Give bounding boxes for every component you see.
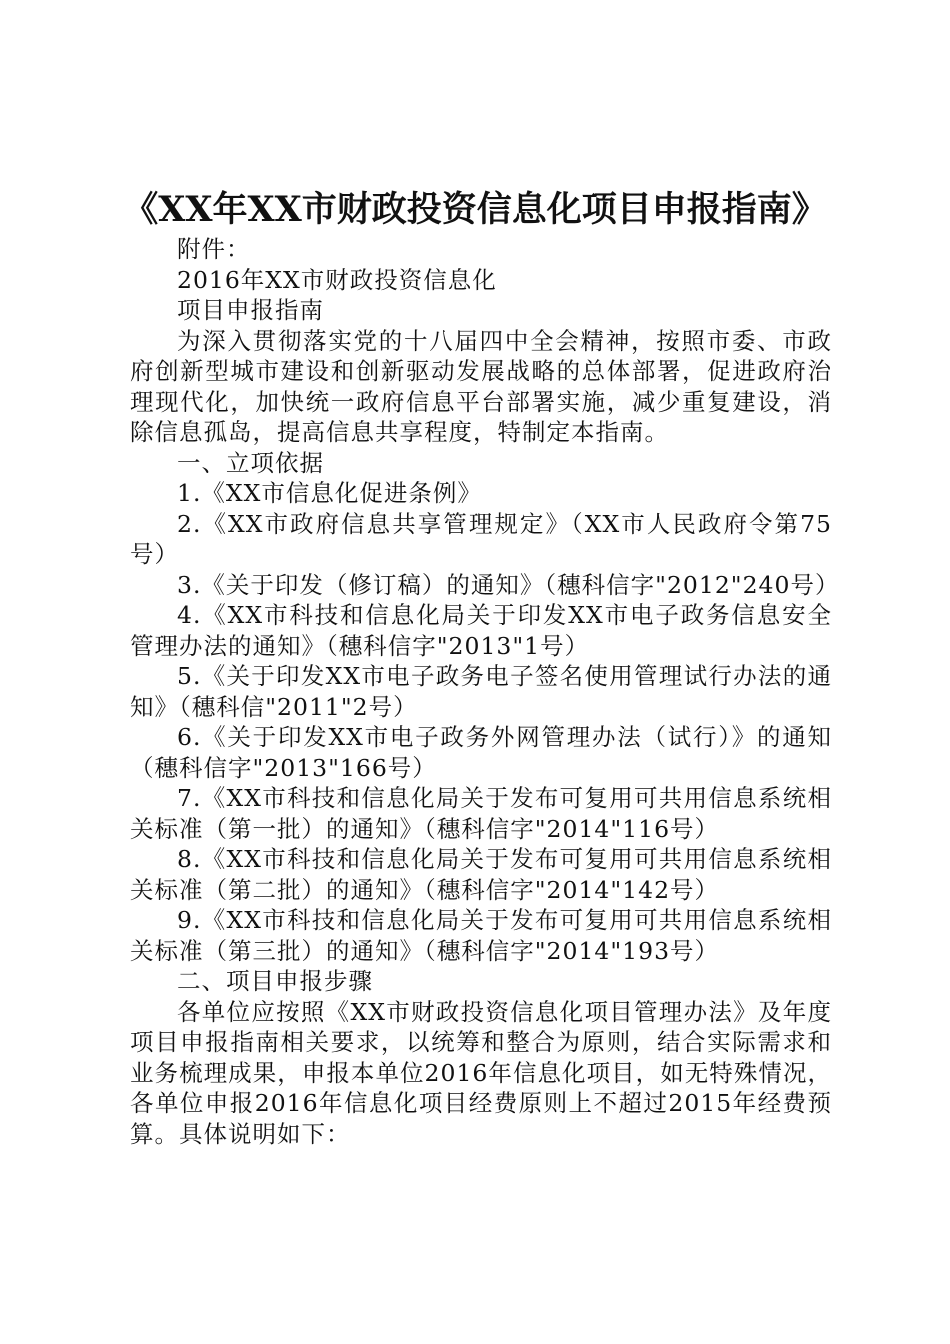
document-body — [130, 234, 840, 1149]
basis-item-1: 1.《XX市信息化促进条例》 — [177, 479, 482, 507]
basis-item-9: 9.《XX市科技和信息化局关于发布可复用可共用信息系统相关标准（第三批）的通知》（穗科信字"2014"193号） — [130, 906, 832, 965]
subtitle-line-2: 项目申报指南 — [177, 296, 324, 324]
subtitle-line-1: 2016年XX市财政投资信息化 — [177, 265, 497, 294]
basis-item-8: 8.《XX市科技和信息化局关于发布可复用可共用信息系统相关标准（第二批）的通知》（穗科信字"2014"142号） — [130, 845, 832, 904]
basis-item-2: 2.《XX市政府信息共享管理规定》（XX市人民政府令第75号） — [130, 509, 832, 568]
basis-item-5: 5.《关于印发XX市电子政务电子签名使用管理试行办法的通知》（穗科信"2011"2号） — [130, 662, 832, 721]
basis-item-3: 3.《关于印发（修订稿）的通知》（穗科信字"2012"240号） — [177, 570, 840, 599]
basis-item-6: 6.《关于印发XX市电子政务外网管理办法（试行）》的通知（穗科信字"2013"166号） — [130, 723, 832, 782]
section-heading-steps: 二、项目申报步骤 — [177, 967, 373, 995]
attachment-label: 附件： — [177, 235, 251, 263]
steps-paragraph: 各单位应按照《XX市财政投资信息化项目管理办法》及年度项目申报指南相关要求，以统筹和整合为原则，结合实际需求和业务梳理成果，申报本单位2016年信息化项目，如无特殊情况，各单位申报2016年信息化项目经费原则上不超过2015年经费预算。具体说明如下： — [130, 997, 832, 1148]
basis-item-4: 4.《XX市科技和信息化局关于印发XX市电子政务信息安全管理办法的通知》（穗科信字"2013"1号） — [130, 601, 832, 660]
section-heading-basis: 一、立项依据 — [177, 448, 324, 477]
basis-item-7: 7.《XX市科技和信息化局关于发布可复用可共用信息系统相关标准（第一批）的通知》（穗科信字"2014"116号） — [130, 784, 832, 843]
document-title: 《XX年XX市财政投资信息化项目申报指南》 — [123, 189, 827, 230]
intro-paragraph: 为深入贯彻落实党的十八届四中全会精神，按照市委、市政府创新型城市建设和创新驱动发展战略的总体部署，促进政府治理现代化，加快统一政府信息平台部署实施，减少重复建设，消除信息孤岛，提高信息共享程度，特制定本指南。 — [130, 326, 832, 446]
